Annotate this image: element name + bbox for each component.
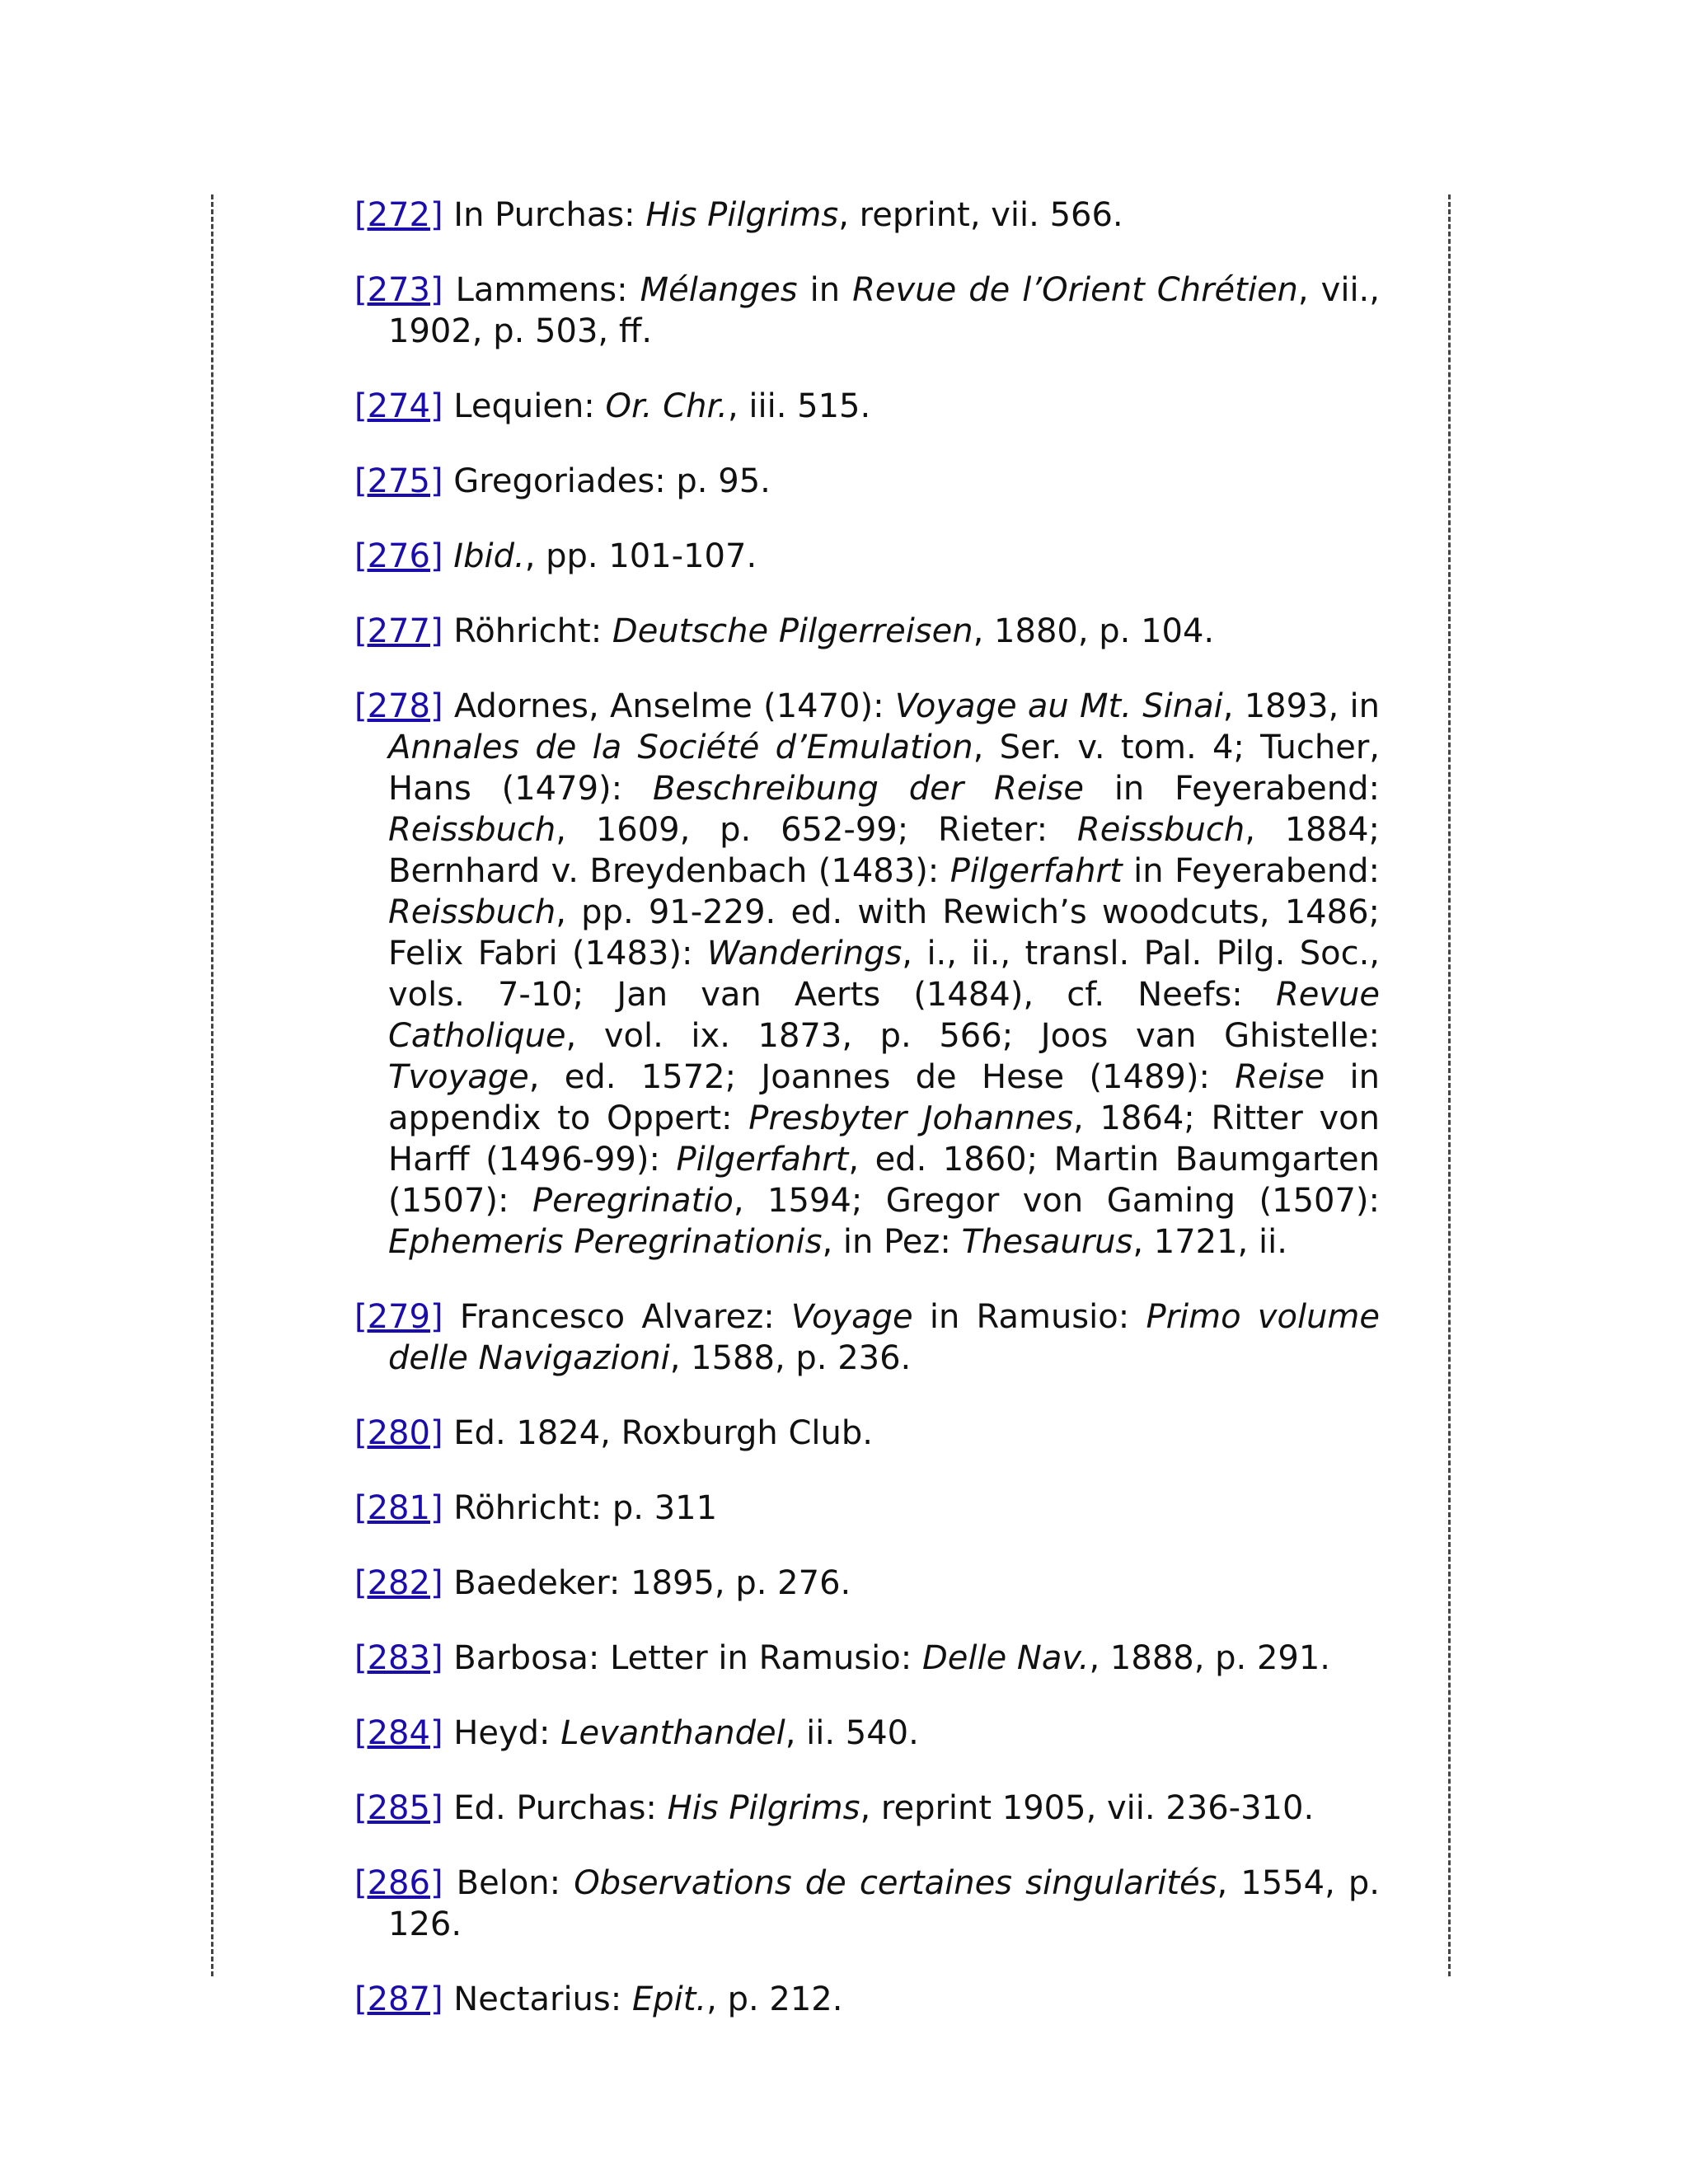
footnote-title-text: Annales de la Société d’Emulation — [388, 729, 973, 766]
footnote-text: , 1588, p. 236. — [669, 1339, 912, 1377]
footnote-title-text: Tvoyage — [388, 1058, 529, 1096]
footnote-text: , 1609, p. 652-99; Rieter: — [556, 811, 1077, 849]
footnote-text: in Feyerabend: — [1083, 770, 1381, 808]
footnote-ref-link[interactable]: [280] — [354, 1414, 443, 1452]
footnote-text: , pp. 101-107. — [524, 537, 757, 575]
footnote-ref-link[interactable]: [281] — [354, 1489, 443, 1527]
footnote — [354, 194, 1380, 236]
footnote — [354, 536, 1380, 577]
footnote-ref-link[interactable]: [282] — [354, 1564, 443, 1602]
footnote-text: , p. 212. — [706, 1980, 843, 2018]
footnote — [354, 386, 1380, 427]
footnote-text: , Ser. v. tom. 4; Tucher, Hans (1479): — [388, 729, 1380, 808]
footnote-title-text: Pilgerfahrt — [676, 1141, 849, 1179]
footnote-text: Adornes, Anselme (1470): — [453, 687, 895, 725]
footnote-ref-link[interactable]: [279] — [354, 1298, 443, 1336]
footnote-text: Nectarius: — [453, 1980, 632, 2018]
footnote-ref-link[interactable]: [274] — [354, 387, 443, 425]
footnote-title-text: Reissbuch — [1076, 811, 1245, 849]
footnote-text: , 1554, p. 126. — [388, 1864, 1381, 1943]
footnote-ref-link[interactable]: [287] — [354, 1980, 443, 2018]
footnote-text: Barbosa: Letter in Ramusio: — [453, 1639, 922, 1677]
footnote-list — [354, 194, 1380, 2054]
footnote-text: , 1884; Bernhard v. Breydenbach (1483): — [388, 811, 1380, 890]
footnote-ref-link[interactable]: [276] — [354, 537, 443, 575]
footnote-title-text: Pilgerfahrt — [950, 852, 1123, 890]
footnote — [354, 1788, 1380, 1829]
footnote-title-text: Or. Chr. — [605, 387, 728, 425]
footnote-title-text: Deutsche Pilgerreisen — [612, 612, 973, 650]
footnote-text: in — [797, 271, 853, 309]
footnote-ref-link[interactable]: [284] — [354, 1714, 443, 1752]
footnote-text: Francesco Alvarez: — [459, 1298, 791, 1336]
footnote — [354, 1413, 1380, 1454]
footnote-text: , 1893, in — [1222, 687, 1381, 725]
footnote-title-text: His Pilgrims — [667, 1789, 860, 1827]
footnote-text: , reprint 1905, vii. 236-310. — [860, 1789, 1315, 1827]
footnote-title-text: Reissbuch — [388, 811, 556, 849]
footnote-title-text: Levanthandel — [560, 1714, 785, 1752]
footnote-text: Ed. Purchas: — [453, 1789, 668, 1827]
footnote-title-text: Presbyter Johannes — [748, 1099, 1074, 1137]
footnote-text: , ii. 540. — [785, 1714, 919, 1752]
footnote-title-text: Reise — [1235, 1058, 1325, 1096]
footnote-title-text: Observations de certaines singularités — [574, 1864, 1217, 1902]
footnote-title-text: Voyage — [790, 1298, 913, 1336]
footnote — [354, 1563, 1380, 1604]
footnote — [354, 1979, 1380, 2020]
footnote-title-text: His Pilgrims — [645, 196, 839, 234]
footnote-text: Heyd: — [453, 1714, 561, 1752]
footnote-text: , 1721, ii. — [1132, 1223, 1287, 1261]
footnote-text: , 1880, p. 104. — [973, 612, 1215, 650]
footnote-title-text: Beschreibung der Reise — [652, 770, 1084, 808]
footnote-title-text: Mélanges — [640, 271, 798, 309]
footnote — [354, 1863, 1380, 1945]
footnote-text: , 1864; Ritter von Harff (1496-99): — [388, 1099, 1380, 1179]
footnote — [354, 686, 1380, 1263]
footnote-ref-link[interactable]: [278] — [354, 687, 443, 725]
footnote-title-text: Epit. — [631, 1980, 707, 2018]
footnote-ref-link[interactable]: [273] — [354, 271, 443, 309]
footnote-text: , iii. 515. — [727, 387, 871, 425]
footnote-title-text: Peregrinatio — [532, 1182, 734, 1220]
footnote-ref-link[interactable]: [277] — [354, 612, 443, 650]
footnote-title-text: Primo volume delle Navigazioni — [388, 1298, 1380, 1377]
footnote-text: , reprint, vii. 566. — [838, 196, 1123, 234]
footnote — [354, 1296, 1380, 1379]
footnote-title-text: Reissbuch — [388, 893, 556, 931]
footnote — [354, 1713, 1380, 1754]
footnote-ref-link[interactable]: [272] — [354, 196, 443, 234]
footnote-text: , in Pez: — [822, 1223, 962, 1261]
footnote — [354, 611, 1380, 652]
footnote — [354, 1488, 1380, 1529]
footnote-ref-link[interactable]: [283] — [354, 1639, 443, 1677]
footnote-text: in appendix to Oppert: — [388, 1058, 1380, 1137]
footnote-text: , ed. 1860; Martin Baumgarten (1507): — [388, 1141, 1380, 1220]
footnote-title-text: Revue Catholique — [388, 976, 1380, 1055]
footnote-text: Baedeker: 1895, p. 276. — [453, 1564, 851, 1602]
footnote-text: , i., ii., transl. Pal. Pilg. Soc., vols. 7-10; Jan van Aerts (1484), cf. Neefs: — [388, 935, 1380, 1014]
footnote-text: , pp. 91-229. ed. with Rewich’s woodcuts, 1486; Felix Fabri (1483): — [388, 893, 1380, 972]
footnote — [354, 461, 1380, 502]
footnote-text: in Ramusio: — [912, 1298, 1146, 1336]
footnote-text: Lammens: — [455, 271, 640, 309]
footnote-title-text: Wanderings — [706, 935, 903, 972]
footnote-text: , vol. ix. 1873, p. 566; Joos van Ghistelle: — [565, 1017, 1380, 1055]
footnote-title-text: Delle Nav. — [921, 1639, 1090, 1677]
footnote-text: Röhricht: — [453, 612, 612, 650]
footnote-text: in Feyerabend: — [1122, 852, 1380, 890]
footnote-text: Ed. 1824, Roxburgh Club. — [453, 1414, 873, 1452]
footnote-title-text: Revue de l’Orient Chrétien — [852, 271, 1298, 309]
footnote-text: , 1594; Gregor von Gaming (1507): — [733, 1182, 1380, 1220]
footnote-ref-link[interactable]: [286] — [354, 1864, 443, 1902]
footnote-text: , ed. 1572; Joannes de Hese (1489): — [528, 1058, 1236, 1096]
footnote-ref-link[interactable]: [285] — [354, 1789, 443, 1827]
footnote-title-text: Ephemeris Peregrinationis — [388, 1223, 823, 1261]
footnote-ref-link[interactable]: [275] — [354, 462, 443, 500]
footnote-text: , vii., 1902, p. 503, ff. — [388, 271, 1380, 350]
footnote-text: Belon: — [456, 1864, 574, 1902]
footnote-text: Lequien: — [453, 387, 606, 425]
footnote-title-text: Ibid. — [453, 537, 525, 575]
footnote — [354, 269, 1380, 352]
footnote-title-text: Voyage au Mt. Sinai — [894, 687, 1223, 725]
footnote-text: Gregoriades: p. 95. — [453, 462, 771, 500]
footnote — [354, 1638, 1380, 1679]
footnote-text: , 1888, p. 291. — [1089, 1639, 1331, 1677]
footnote-text: In Purchas: — [453, 196, 646, 234]
footnote-text: Röhricht: p. 311 — [453, 1489, 718, 1527]
footnote-title-text: Thesaurus — [961, 1223, 1133, 1261]
